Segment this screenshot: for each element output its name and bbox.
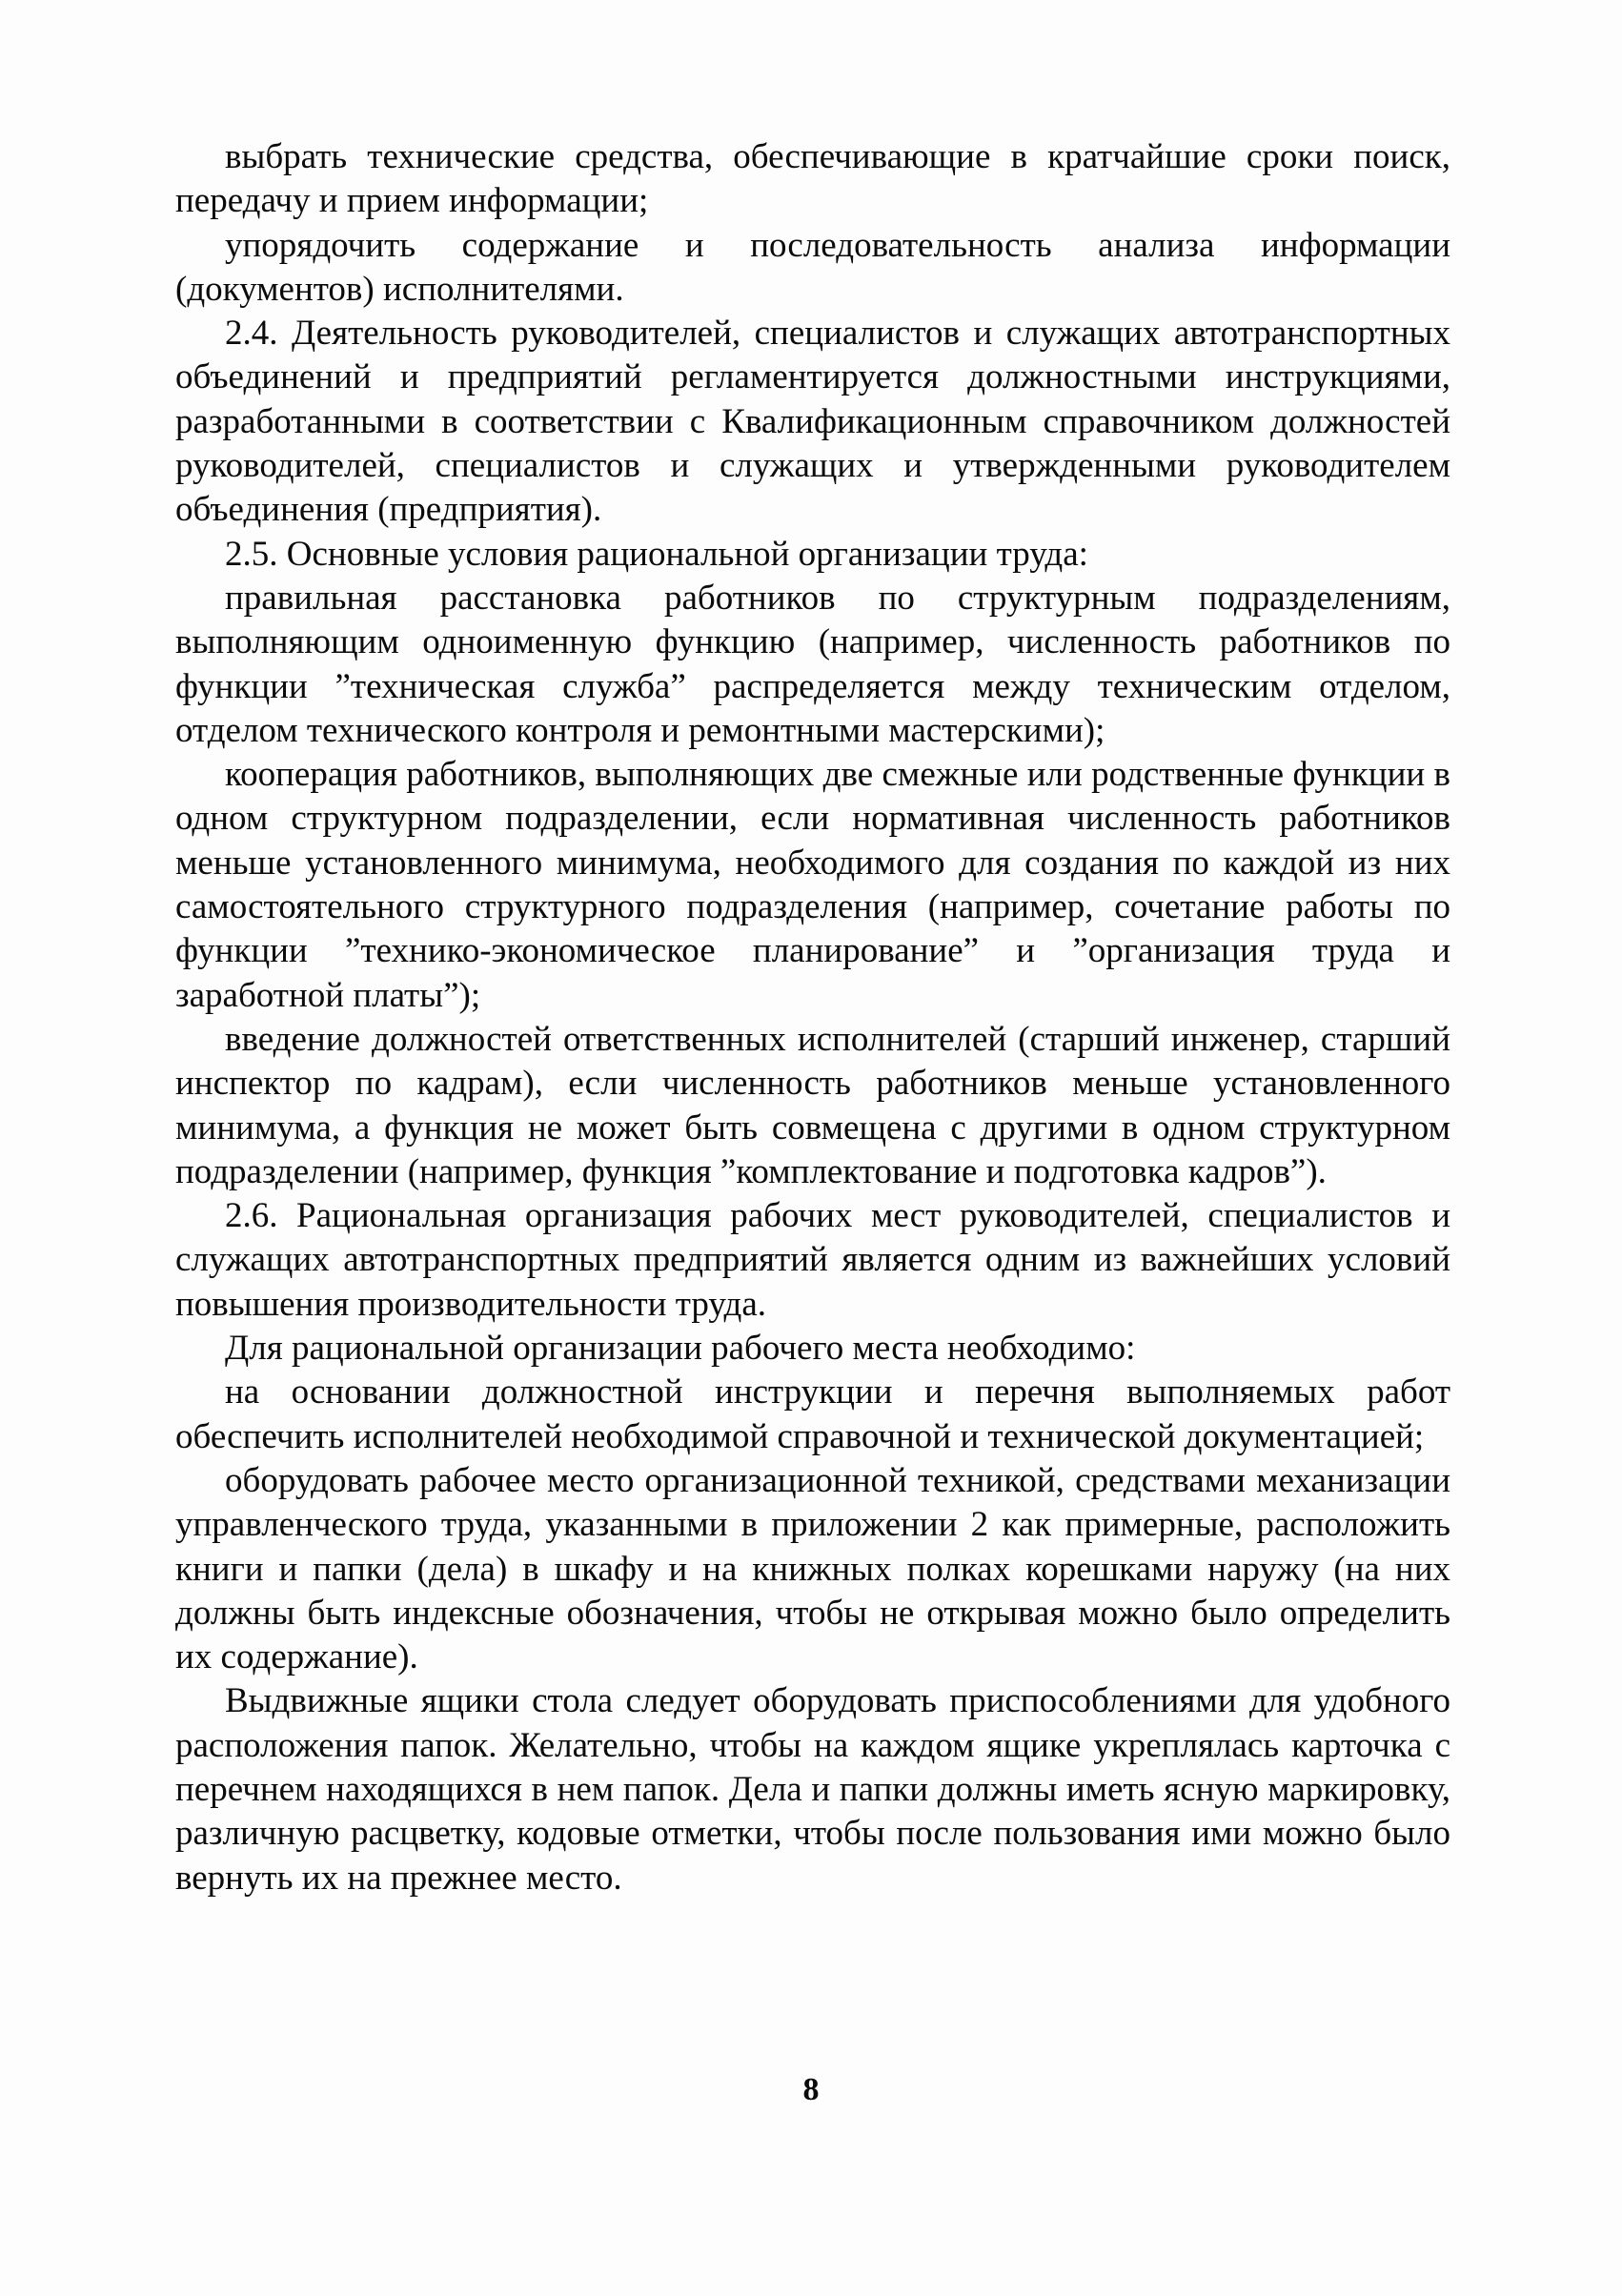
paragraph-documentation: на основании должностной инструкции и перечня выполняемых работ обеспечить исполнителей необходимой справочной и технической документацией; <box>175 1372 1450 1456</box>
paragraph-workplace-intro: Для рациональной организации рабочего места необходимо: <box>225 1329 1136 1369</box>
paragraph-equip-workplace: оборудовать рабочее место организационной техникой, средствами механизации управленческого труда, указанными в приложении 2 как примерные, расположить книги и папки (дела) в шкафу и на книжных полках корешками наружу (на них должны быть индексные обозначения, чтобы не открывая можно было определить их содержание). <box>175 1460 1450 1677</box>
paragraph-staff-placement: правильная расстановка работников по структурным подразделениям, выполняющим одноименную функцию (например, численность работников по функции ”техническая служба” распределяется между техническим отделом, отделом технического контроля и ремонтными мастерскими); <box>175 578 1450 750</box>
body-text <box>175 135 1450 1900</box>
paragraph-2-6: 2.6. Рациональная организация рабочих мест руководителей, специалистов и служащих автотранспортных предприятий является одним из важнейших условий повышения производительности труда. <box>175 1196 1450 1324</box>
paragraph-2-5: 2.5. Основные условия рациональной организации труда: <box>225 534 1088 574</box>
paragraph-tech-means: выбрать технические средства, обеспечивающие в кратчайшие сроки поиск, передачу и прием информации; <box>175 137 1450 221</box>
paragraph-2-4: 2.4. Деятельность руководителей, специалистов и служащих автотранспортных объединений и предприятий регламентируется должностными инструкциями, разработанными в соответствии с Квалификационным справочником должностей руководителей, специалистов и служащих и утвержденными руководителем объединения (предприятия). <box>175 314 1450 530</box>
paragraph-drawers: Выдвижные ящики стола следует оборудовать приспособлениями для удобного расположения папок. Желательно, чтобы на каждом ящике укреплялась карточка с перечнем находящихся в нем папок. Дела и папки должны иметь ясную маркировку, различную расцветку, кодовые отметки, чтобы после пользования ими можно было вернуть их на прежнее место. <box>175 1681 1450 1898</box>
page-number: 8 <box>802 2072 820 2107</box>
paragraph-responsible-executors: введение должностей ответственных исполнителей (старший инженер, старший инспектор по кадрам), если численность работников меньше установленного минимума, а функция не может быть совмещена с другими в одном структурном подразделении (например, функция ”комплектование и подготовка кадров”). <box>175 1019 1450 1191</box>
paragraph-cooperation: кооперация работников, выполняющих две смежные или родственные функции в одном структурном подразделении, если нормативная численность работников меньше установленного минимума, необходимого для создания по каждой из них самостоятельного структурного подразделения (например, сочетание работы по функции ”технико-экономическое планирование” и ”организация труда и заработной платы”); <box>175 755 1450 1015</box>
paragraph-order-analysis: упорядочить содержание и последовательность анализа информации (документов) исполнителями. <box>175 225 1450 309</box>
